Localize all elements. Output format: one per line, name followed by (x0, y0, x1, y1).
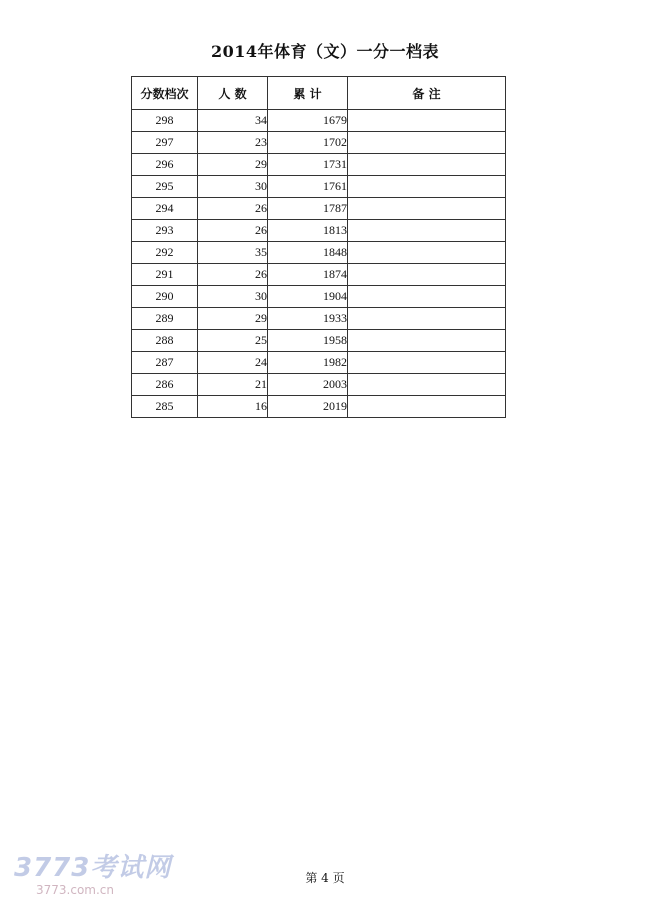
watermark-url: 3773.com.cn (36, 883, 114, 897)
count-cell: 30 (198, 286, 268, 308)
note-cell (348, 176, 506, 198)
table-header-row (132, 77, 506, 110)
header-score-level: 分数档次 (132, 77, 198, 110)
cumulative-cell: 2003 (268, 374, 348, 396)
score-cell: 289 (132, 308, 198, 330)
page-title: 2014年体育（文）一分一档表 (210, 42, 440, 61)
watermark-brand: 3773考试网 (14, 853, 172, 883)
note-cell (348, 242, 506, 264)
count-cell: 25 (198, 330, 268, 352)
score-cell: 291 (132, 264, 198, 286)
score-cell: 298 (132, 110, 198, 132)
table-row (132, 132, 506, 154)
cumulative-cell: 1958 (268, 330, 348, 352)
score-cell: 287 (132, 352, 198, 374)
count-cell: 29 (198, 308, 268, 330)
cumulative-cell: 1679 (268, 110, 348, 132)
note-cell (348, 374, 506, 396)
note-cell (348, 110, 506, 132)
score-cell: 295 (132, 176, 198, 198)
table-row (132, 198, 506, 220)
score-cell: 293 (132, 220, 198, 242)
cumulative-cell: 2019 (268, 396, 348, 418)
cumulative-cell: 1787 (268, 198, 348, 220)
count-cell: 29 (198, 154, 268, 176)
score-cell: 294 (132, 198, 198, 220)
table-row (132, 352, 506, 374)
note-cell (348, 308, 506, 330)
note-cell (348, 154, 506, 176)
count-cell: 23 (198, 132, 268, 154)
cumulative-cell: 1933 (268, 308, 348, 330)
count-cell: 21 (198, 374, 268, 396)
table-row (132, 176, 506, 198)
table-row (132, 110, 506, 132)
count-cell: 26 (198, 198, 268, 220)
header-remarks: 备 注 (348, 77, 506, 110)
table-row (132, 308, 506, 330)
note-cell (348, 396, 506, 418)
cumulative-cell: 1731 (268, 154, 348, 176)
header-cumulative: 累 计 (268, 77, 348, 110)
count-cell: 16 (198, 396, 268, 418)
count-cell: 26 (198, 220, 268, 242)
note-cell (348, 352, 506, 374)
table-row (132, 286, 506, 308)
cumulative-cell: 1848 (268, 242, 348, 264)
score-cell: 286 (132, 374, 198, 396)
cumulative-cell: 1982 (268, 352, 348, 374)
cumulative-cell: 1761 (268, 176, 348, 198)
count-cell: 24 (198, 352, 268, 374)
count-cell: 34 (198, 110, 268, 132)
cumulative-cell: 1874 (268, 264, 348, 286)
table-row (132, 220, 506, 242)
note-cell (348, 264, 506, 286)
cumulative-cell: 1702 (268, 132, 348, 154)
table-body (132, 110, 506, 418)
cumulative-cell: 1813 (268, 220, 348, 242)
count-cell: 30 (198, 176, 268, 198)
header-count: 人 数 (198, 77, 268, 110)
cumulative-cell: 1904 (268, 286, 348, 308)
note-cell (348, 330, 506, 352)
score-cell: 292 (132, 242, 198, 264)
note-cell (348, 220, 506, 242)
note-cell (348, 286, 506, 308)
watermark-logo (14, 853, 174, 901)
table-row (132, 154, 506, 176)
score-cell: 297 (132, 132, 198, 154)
table-row (132, 264, 506, 286)
score-distribution-table (131, 76, 506, 418)
page-number: 第 4 页 (305, 871, 345, 885)
note-cell (348, 198, 506, 220)
count-cell: 26 (198, 264, 268, 286)
table-row (132, 330, 506, 352)
score-cell: 296 (132, 154, 198, 176)
score-cell: 288 (132, 330, 198, 352)
score-cell: 285 (132, 396, 198, 418)
score-cell: 290 (132, 286, 198, 308)
table-row (132, 242, 506, 264)
note-cell (348, 132, 506, 154)
table-row (132, 396, 506, 418)
table-row (132, 374, 506, 396)
count-cell: 35 (198, 242, 268, 264)
